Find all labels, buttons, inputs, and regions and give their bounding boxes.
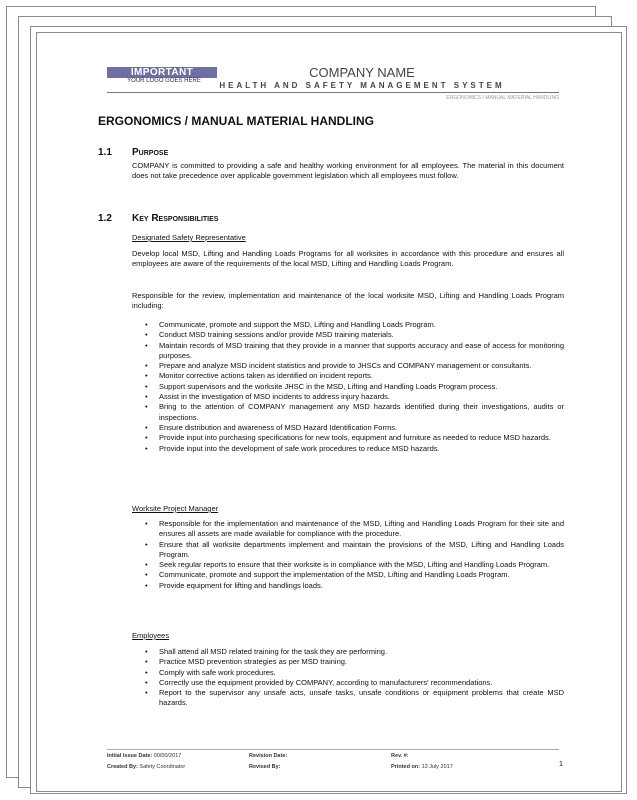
dsr-paragraph-1: Develop local MSD, Lifting and Handling Loads Programs for all worksites in accordance with this procedure and ensures all employees are aware of the requirements of the local MSD, Lifting and Handling Loads Program. [132,249,564,269]
list-item: • Report to the supervisor any unsafe acts, unsafe tasks, unsafe conditions or equipment problems that create MSD hazards. [145,688,564,708]
footer-printed-on: Printed on: 13 July 2017 [391,764,453,770]
section-number-purpose: 1.1 [98,147,112,158]
dsr-paragraph-2: Responsible for the review, implementation and maintenance of the local worksite MSD, Lifting and Handling Loads Program including: [132,291,564,311]
list-item: • Support supervisors and the worksite JHSC in the MSD, Lifting and Handling Loads Program process. [145,381,498,391]
list-item: • Bring to the attention of COMPANY management any MSD hazards identified during their investigations, audits or inspections. [145,402,564,422]
list-item: • Communicate, promote and support the implementation of the MSD, Lifting and Handling Loads Program. [145,570,510,580]
list-item: • Monitor corrective actions taken as identified on incident reports. [145,371,373,381]
footer-revised-by: Revised By: [249,764,281,770]
list-item: • Provide input into purchasing specifications for new tools, equipment and furniture as needed to reduce MSD hazards. [145,433,551,443]
list-item: • Provide input into the development of safe work procedures to reduce MSD hazards. [145,443,440,453]
company-name: COMPANY NAME [309,65,415,80]
list-item: • Comply with safe work procedures. [145,667,276,677]
list-item: • Seek regular reports to ensure that their worksite is in compliance with the MSD, Lifting and Handling Loads Program. [145,560,550,570]
page-number: 1 [559,761,563,768]
list-item: • Provide equipment for lifting and handlings loads. [145,580,323,590]
list-item: • Conduct MSD training sessions and/or provide MSD training materials. [145,330,394,340]
list-item: • Responsible for the implementation and maintenance of the MSD, Lifting and Handling Loads Program for their site and ensures all assets are made available for compliance with the procedure. [145,519,564,539]
system-name: HEALTH AND SAFETY MANAGEMENT SYSTEM [219,81,505,90]
list-item: • Maintain records of MSD training that they provide in a manner that supports accuracy and ease of access for monitoring purposes. [145,340,564,360]
logo-badge: IMPORTANT [107,67,217,78]
footer-revision-date: Revision Date: [249,753,288,759]
document-title: ERGONOMICS / MANUAL MATERIAL HANDLING [98,114,374,128]
list-item: • Communicate, promote and support the MSD, Lifting and Handling Loads Program. [145,320,436,329]
list-item: • Practice MSD prevention strategies as per MSD training. [145,657,347,667]
footer-created-by: Created By: Safety Coordinator [107,764,186,770]
list-item: • Ensure distribution and awareness of MSD Hazard Identification Forms. [145,422,398,432]
subheading-employees: Employees [132,631,170,640]
subheading-wpm: Worksite Project Manager [132,504,219,513]
logo-caption: YOUR LOGO GOES HERE [127,78,201,84]
section-title-purpose: Purpose [132,147,169,158]
header-breadcrumb: ERGONOMICS / MANUAL MATERIAL HANDLING [446,95,559,101]
footer-divider [107,749,559,750]
list-item: • Correctly use the equipment provided by COMPANY, according to manufacturers' recommendations. [145,677,493,687]
wpm-list [132,519,564,591]
header-divider [107,92,559,93]
list-item: • Prepare and analyze MSD incident statistics and provide to JHSCs and COMPANY management or consultants. [145,361,532,371]
subheading-dsr: Designated Safety Representative [132,233,246,242]
employees-list [132,647,564,709]
section-number-responsibilities: 1.2 [98,213,112,224]
dsr-list [132,320,564,454]
list-item: • Shall attend all MSD related training for the task they are performing. [145,647,388,656]
list-item: • Assist in the investigation of MSD incidents to address injury hazards. [145,392,390,402]
footer-revision-number: Rev. #: [391,753,409,759]
list-item: • Ensure that all worksite departments implement and maintain the provisions of the MSD, Lifting and Handling Loads Program. [145,539,564,559]
section-title-responsibilities: Key Responsibilities [132,213,219,224]
footer-issue-date: Initial Issue Date: 00/00/2017 [107,753,182,759]
purpose-text: COMPANY is committed to providing a safe and healthy working environment for all employees. The material in this document does not take precedence over applicable government legislation which all employees must follow. [132,161,564,181]
document-page [36,32,622,792]
